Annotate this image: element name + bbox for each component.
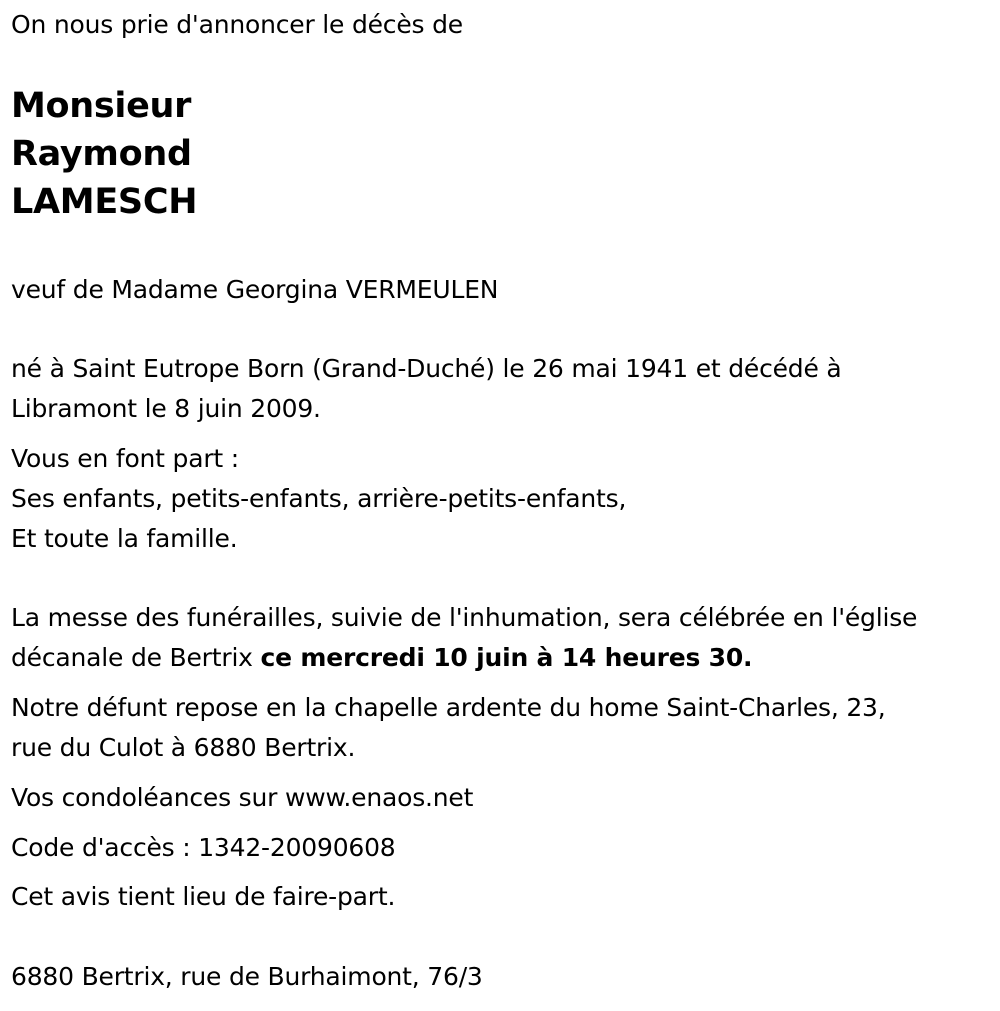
birth-death-line-1: né à Saint Eutrope Born (Grand-Duché) le 26 mai 1941 et décédé à: [11, 354, 842, 383]
funeral-line-1: La messe des funérailles, suivie de l'inhumation, sera célébrée en l'église: [11, 603, 918, 632]
condolences-text: Vos condoléances sur www.enaos.net: [11, 783, 474, 812]
family-address: 6880 Bertrix, rue de Burhaimont, 76/3: [11, 962, 483, 991]
family-line-1: Ses enfants, petits-enfants, arrière-petits-enfants,: [11, 484, 627, 513]
notice-text: Cet avis tient lieu de faire-part.: [11, 882, 396, 911]
family-intro: Vous en font part :: [11, 444, 239, 473]
funeral-line-2: [11, 638, 752, 678]
funeral-location: décanale de Bertrix: [11, 643, 261, 672]
funeral-date-time: ce mercredi 10 juin à 14 heures 30.: [260, 643, 753, 672]
repose-line-2: rue du Culot à 6880 Bertrix.: [11, 733, 356, 762]
deceased-title: Monsieur: [11, 86, 192, 126]
spouse-text: veuf de Madame Georgina VERMEULEN: [11, 275, 499, 304]
birth-death-line-2: Libramont le 8 juin 2009.: [11, 394, 321, 423]
repose-line-1: Notre défunt repose en la chapelle ardente du home Saint-Charles, 23,: [11, 693, 886, 722]
deceased-last-name: LAMESCH: [11, 182, 198, 222]
deceased-first-name: Raymond: [11, 134, 192, 174]
family-line-2: Et toute la famille.: [11, 524, 238, 553]
access-code-text: Code d'accès : 1342-20090608: [11, 833, 396, 862]
intro-text: On nous prie d'annoncer le décès de: [11, 10, 463, 39]
